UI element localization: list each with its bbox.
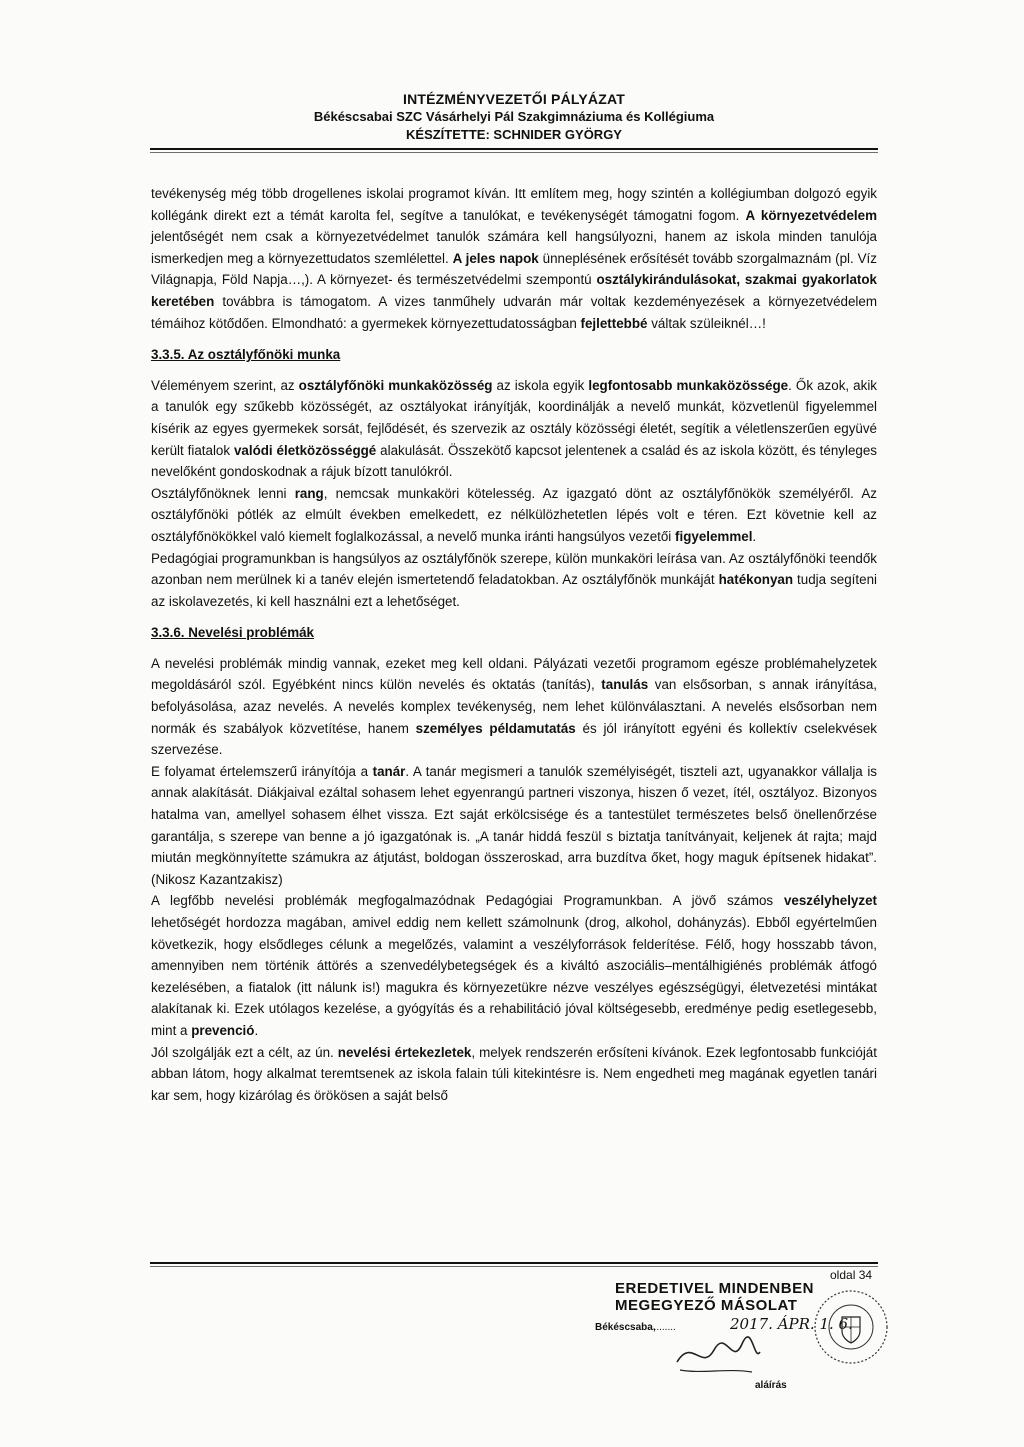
- text-run: ünneplésének erősítését tovább szorgalmaznám (pl. Víz Világnapja, Föld Napja…,). A környezet- és természetvédelmi szempontú: [151, 250, 877, 288]
- page-number: oldal 34: [830, 1268, 873, 1282]
- bold-run: A jeles napok: [452, 250, 539, 266]
- stamp-line-1: EREDETIVEL MINDENBEN: [615, 1280, 814, 1297]
- header-rule-thin: [150, 152, 878, 153]
- text-run: tevékenység még több drogellenes iskolai programot kíván. Itt említem meg, hogy szintén a kollégiumban dolgozó egyik kollégánk direkt ezt a témát karolta fel, segítve a tanulókat, e tevékenységét támogatni fogom.: [151, 186, 877, 223]
- round-seal: [812, 1272, 890, 1382]
- text-run: , nemcsak munkaköri kötelesség. Az igazgató dönt az osztályfőnökök személyéről. Az osztályfőnöki pótlék az elmúlt években emelkedett, ez nélkülözhetetlen lépés volt e téren. Ezt követnie kell az osztályfőnökökkel való kiemelt foglalkozással, a nevelő munka iránti hangsúlyos vezetői: [151, 485, 877, 544]
- stamp-place: Békéscsaba,: [595, 1322, 656, 1333]
- section-heading-3-3-5: 3.3.5. Az osztályfőnöki munka: [151, 347, 341, 363]
- text-run: váltak szüleiknél…!: [647, 315, 766, 331]
- text-run: Véleményem szerint, az: [151, 377, 299, 393]
- footer-rule-thin: [150, 1266, 878, 1267]
- header-title: INTÉZMÉNYVEZETŐI PÁLYÁZAT: [402, 91, 625, 107]
- paragraph: [151, 1042, 877, 1107]
- text-run: E folyamat értelemszerű irányítója a: [151, 763, 373, 779]
- paragraph: [151, 761, 877, 891]
- paragraph: [151, 890, 877, 1041]
- document-body: [151, 183, 877, 1106]
- bold-run: tanár: [372, 763, 406, 779]
- bold-run: hatékonyan: [718, 572, 794, 588]
- text-run: Jól szolgálják ezt a célt, az ún.: [151, 1044, 338, 1060]
- bold-run: valódi életközösséggé: [233, 442, 377, 458]
- footer-rule: [150, 1262, 878, 1264]
- paragraph: [151, 375, 877, 483]
- handwritten-signature: [672, 1332, 762, 1377]
- header-author: KÉSZÍTETTE: SCHNIDER GYÖRGY: [406, 127, 622, 142]
- text-run: . A tanár megismeri a tanulók személyiségét, tiszteli azt, ugyanakkor vállalja is annak alakítását. Diákjaival ezáltal sohasem lehet egyenrangú partneri viszonya, hiszen ő vezet, ítél, osztályoz. Bizonyos hatalma van, amellyel sohasem élhet vissza. Ezt saját erkölcsisége és a tantestület természetes belső önellenőrzése garantálja, s szerepe van benne a jó igazgatónak is. „A tanár hiddá feszül s biztatja tanítványait, keljenek át rajta; majd miután megkönnyítette számukra az átjutást, boldogan összeroskad, arra buzdítva őket, hogy maguk építsenek hidakat”. (Nikosz Kazantzakisz): [151, 763, 877, 887]
- bold-run: fejlettebbé: [580, 315, 648, 331]
- section-heading-3-3-6: 3.3.6. Nevelési problémák: [151, 625, 315, 641]
- header-rule: [150, 148, 878, 150]
- bold-run: nevelési értekezletek: [337, 1044, 472, 1060]
- text-run: .: [752, 528, 757, 544]
- text-run: az iskola egyik: [492, 377, 589, 393]
- bold-run: veszélyhelyzet: [783, 893, 877, 909]
- text-run: van elsősorban, s annak irányítása, befolyásolása, azaz nevelés. A nevelés komplex tevékenység, nem lehet különválasztani. A nevelés elsősorban nem normák és szabályok közvetítése, hanem: [151, 677, 877, 736]
- text-run: jelentőségét nem csak a környezetvédelmet tanulók számára kell hangsúlyozni, hanem az iskola minden tanulója ismerkedjen meg a környezettudatos szemlélettel.: [151, 229, 877, 266]
- bold-run: rang: [294, 485, 324, 501]
- bold-run: legfontosabb munkaközössége: [588, 377, 789, 393]
- stamp-line-2: MEGEGYEZŐ MÁSOLAT: [615, 1297, 798, 1314]
- text-run: A legfőbb nevelési problémák megfogalmazódnak Pedagógiai Programunkban. A jövő számos: [151, 893, 784, 909]
- header-subtitle: Békéscsabai SZC Vásárhelyi Pál Szakgimnáziuma és Kollégiuma: [313, 109, 715, 124]
- text-run: Osztályfőnöknek lenni: [151, 485, 295, 501]
- bold-run: osztálykirándulásokat, szakmai gyakorlatok keretében: [151, 272, 877, 309]
- text-run: lehetőségét hordozza magában, amivel eddig nem kellett számolnunk (drog, alkohol, dohányzás). Ebből egyértelműen következik, hogy elsődleges célunk a megelőzés, valamint a veszélyforrások felderítése. Félő, hogy hosszabb távon, amennyiben nem történik áttörés a szenvedélybetegségek és a kiváltó aszociális–mentálhigiénés problémák átfogó kezelésében, a fiatalok (itt nálunk is!) magukra és környezetükre nézve veszélyes egészségügyi, életvezetési mintákat alakítanak ki. Ezek utólagos kezelése, a gyógyítás és a rehabilitáció jóval költségesebb, eredménye pedig esetlegesebb, mint a: [151, 915, 877, 1038]
- bold-run: A környezetvédelem: [745, 207, 877, 223]
- bold-run: osztályfőnöki munkaközösség: [298, 377, 493, 393]
- text-run: , melyek rendszerén erősíteni kívánok. Ezek legfontosabb funkcióját abban látom, hogy alkalmat teremtsenek az iskola falain túli kitekintésre is. Nem engedheti meg magának egyetlen tanári kar sem, hogy kizárólag és örökösen a saját belső: [151, 1044, 877, 1103]
- bold-run: tanulás: [601, 677, 649, 693]
- stamp-date: 2017. ÁPR. 1. 6.: [730, 1315, 853, 1333]
- stamp-dots: ..........: [648, 1322, 676, 1333]
- text-run: és jól irányított egyéni és kollektív cselekvések szervezése.: [151, 720, 878, 758]
- text-run: továbbra is támogatom. A vizes tanműhely udvarán már voltak kezdeményezések a környezetvédelem témáihoz kötődően. Elmondható: a gyermekek környezettudatosságban: [151, 293, 877, 331]
- stamp-signature-label: aláírás: [755, 1380, 787, 1391]
- text-run: A nevelési problémák mindig vannak, ezeket meg kell oldani. Pályázati vezetői programom egésze problémahelyzetek megoldásáról szól. Egyébként nincs külön nevelés és oktatás (tanítás),: [151, 655, 877, 693]
- text-run: . Ők azok, akik a tanulók egy szűkebb közösségét, az osztályokat irányítják, koordinálják a nevelő munkát, közvetlenül figyelemmel kísérik az egyes gyermekek sorsát, fejlődését, és szervezik az osztály közösségi életét, segítik a véletlenszerűen együvé került fiatalok: [151, 377, 877, 458]
- bold-run: figyelemmel: [675, 528, 753, 544]
- paragraph: [151, 483, 877, 548]
- bold-run: személyes példamutatás: [415, 720, 576, 736]
- intro-paragraph: [151, 183, 877, 334]
- certification-stamp: [590, 1270, 890, 1420]
- text-run: tudja segíteni az iskolavezetés, ki kell használni ezt a lehetőséget.: [151, 572, 877, 609]
- page-header: [150, 90, 878, 144]
- paragraph: [151, 548, 877, 613]
- bold-run: prevenció: [191, 1022, 255, 1038]
- paragraph: [151, 653, 877, 761]
- text-run: alakulását. Összekötő kapcsot jelentenek a család és az iskola között, és tényleges nevelőként gondoskodnak a rájuk bízott tanulókról.: [151, 442, 877, 480]
- text-run: .: [254, 1022, 259, 1038]
- text-run: Pedagógiai programunkban is hangsúlyos az osztályfőnök szerepe, külön munkaköri leírása van. Az osztályfőnöki teendők azonban nem merülnek ki a tanév elején ismertetendő feladatokban. Az osztályfőnök munkáját: [151, 550, 877, 588]
